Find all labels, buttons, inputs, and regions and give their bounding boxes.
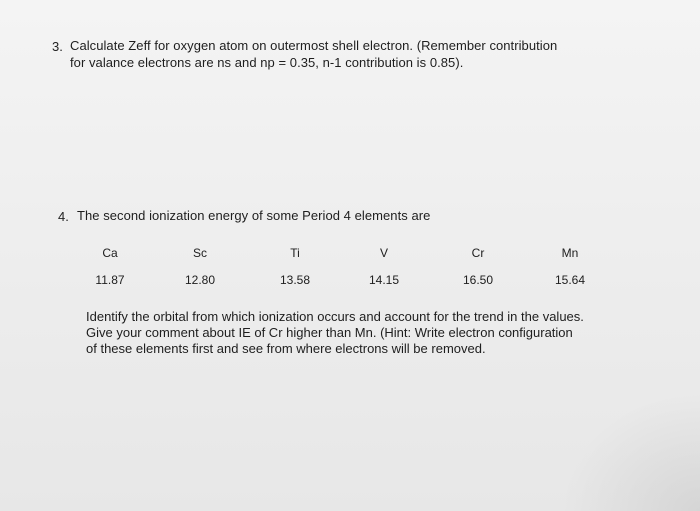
ionization-value: 14.15 bbox=[368, 273, 400, 287]
ionization-energy-table bbox=[70, 240, 630, 286]
element-symbol: Ti bbox=[290, 246, 300, 260]
question-3-line-2: for valance electrons are ns and np = 0.35, n-1 contribution is 0.85). bbox=[70, 55, 464, 70]
question-4-body-line-3: of these elements first and see from where electrons will be removed. bbox=[86, 341, 486, 356]
question-3-number: 3. bbox=[52, 39, 63, 54]
question-4-number: 4. bbox=[58, 209, 69, 224]
element-symbol: V bbox=[379, 246, 388, 260]
ionization-value: 12.80 bbox=[184, 273, 216, 287]
ionization-value: 11.87 bbox=[95, 273, 125, 287]
ionization-value: 15.64 bbox=[554, 273, 586, 287]
element-symbol: Mn bbox=[561, 246, 579, 260]
question-4-body-line-2: Give your comment about IE of Cr higher than Mn. (Hint: Write electron configuration bbox=[86, 325, 573, 340]
photo-shadow bbox=[560, 391, 700, 511]
element-symbol: Ca bbox=[102, 246, 118, 260]
element-symbol: Sc bbox=[192, 246, 207, 260]
element-symbol: Cr bbox=[471, 246, 485, 260]
question-3-line-1: Calculate Zeff for oxygen atom on outermost shell electron. (Remember contribution bbox=[70, 38, 558, 53]
ionization-value: 13.58 bbox=[279, 273, 311, 287]
ionization-value: 16.50 bbox=[462, 273, 494, 287]
question-4-intro: The second ionization energy of some Period 4 elements are bbox=[77, 208, 431, 223]
question-4-body-line-1: Identify the orbital from which ionization occurs and account for the trend in the values. bbox=[86, 309, 584, 324]
